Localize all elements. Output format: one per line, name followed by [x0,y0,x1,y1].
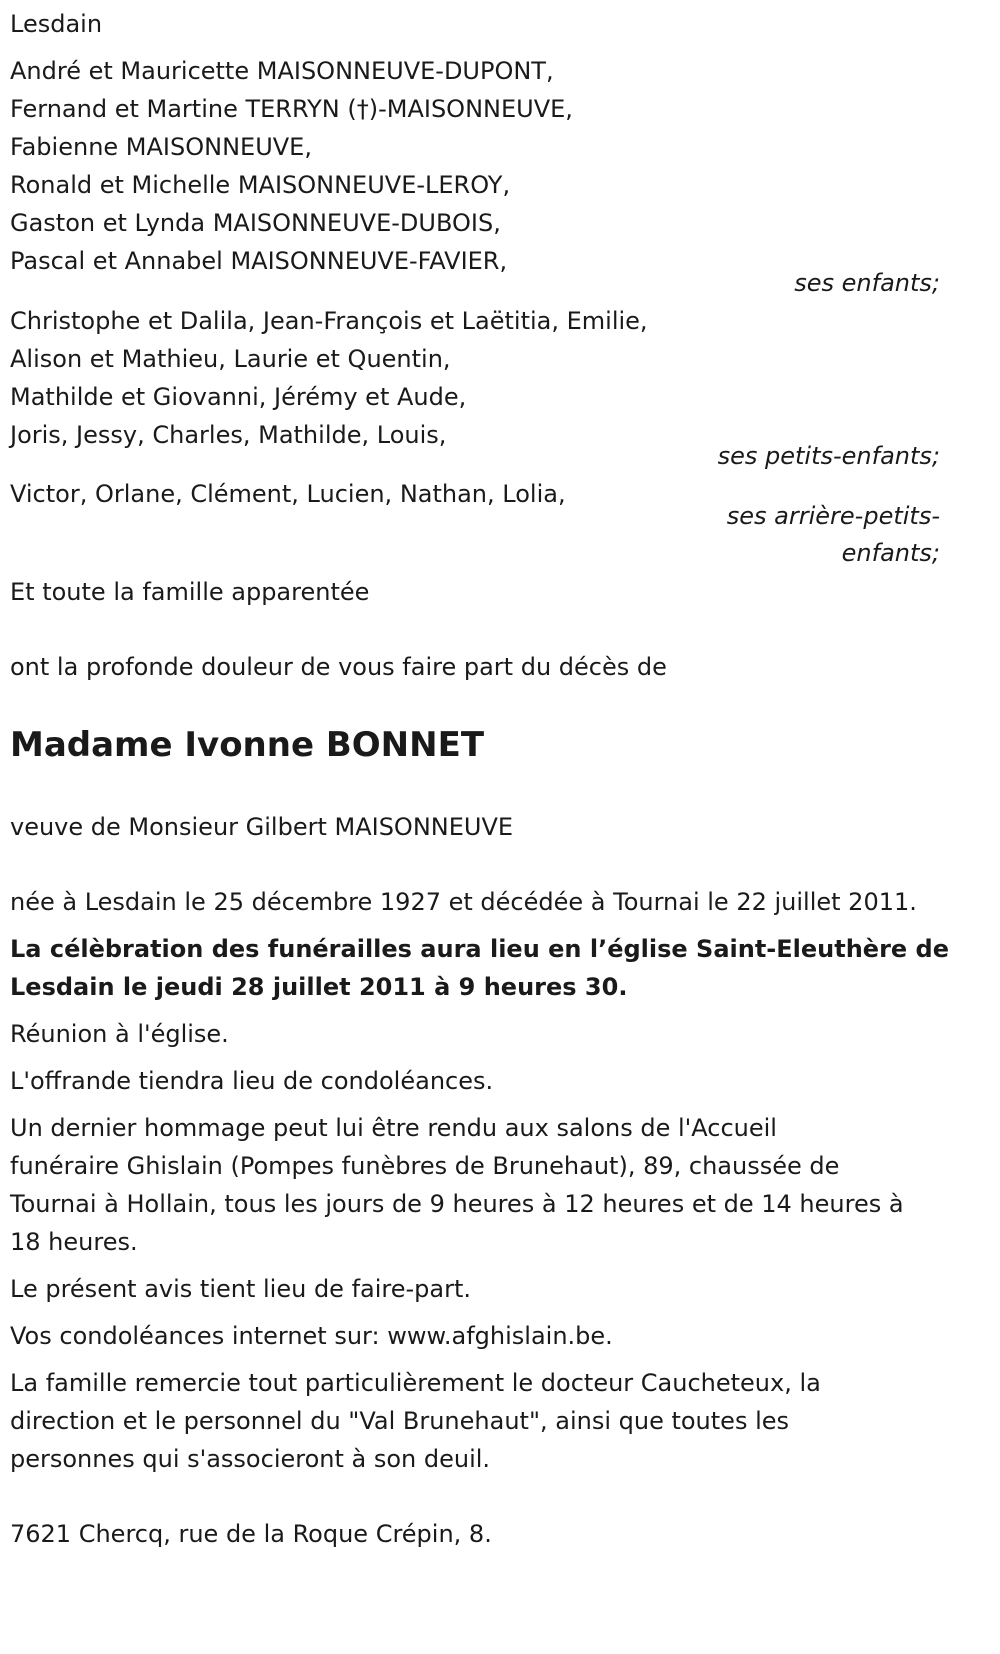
announcement: ont la profonde douleur de vous faire part du décès de [10,653,667,681]
grandchildren-line: Joris, Jessy, Charles, Mathilde, Louis, [10,421,447,449]
children-line: Gaston et Lynda MAISONNEUVE-DUBOIS, [10,209,501,237]
condolences: Vos condoléances internet sur: www.afghislain.be. [10,1322,613,1350]
children-line: Pascal et Annabel MAISONNEUVE-FAVIER, [10,247,508,275]
children-line: Fabienne MAISONNEUVE, [10,133,312,161]
deceased-name: Madame Ivonne BONNET [10,725,485,765]
tribute-line: funéraire Ghislain (Pompes funèbres de Brunehaut), 89, chaussée de [10,1152,840,1180]
thanks-line: La famille remercie tout particulièrement le docteur Caucheteux, la [10,1369,821,1397]
birth-death: née à Lesdain le 25 décembre 1927 et décédée à Tournai le 22 juillet 2011. [10,888,917,916]
tribute-line: Un dernier hommage peut lui être rendu aux salons de l'Accueil [10,1114,777,1142]
tribute-line: Tournai à Hollain, tous les jours de 9 heures à 12 heures et de 14 heures à [10,1190,904,1218]
children-label: ses enfants; [794,269,940,297]
grandchildren-line: Christophe et Dalila, Jean-François et Laëtitia, Emilie, [10,307,648,335]
obituary-notice [10,0,950,1654]
family-line: Et toute la famille apparentée [10,578,370,606]
ceremony-line: La célèbration des funérailles aura lieu en l’église Saint-Eleuthère de [10,935,950,963]
children-line: Fernand et Martine TERRYN (†)-MAISONNEUVE, [10,95,573,123]
grandchildren-line: Alison et Mathieu, Laurie et Quentin, [10,345,451,373]
offering: L'offrande tiendra lieu de condoléances. [10,1067,494,1095]
children-line: André et Mauricette MAISONNEUVE-DUPONT, [10,57,554,85]
tribute-line: 18 heures. [10,1228,138,1256]
grandchildren-line: Mathilde et Giovanni, Jérémy et Aude, [10,383,467,411]
great-grandchildren-line: Victor, Orlane, Clément, Lucien, Nathan, Lolia, [10,480,566,508]
great-grandchildren-label: enfants; [841,539,940,567]
children-line: Ronald et Michelle MAISONNEUVE-LEROY, [10,171,511,199]
grandchildren-label: ses petits-enfants; [717,442,940,470]
meeting: Réunion à l'église. [10,1020,229,1048]
notice: Le présent avis tient lieu de faire-part. [10,1275,472,1303]
thanks-line: direction et le personnel du "Val Brunehaut", ainsi que toutes les [10,1407,790,1435]
address: 7621 Chercq, rue de la Roque Crépin, 8. [10,1520,492,1548]
ceremony-line: Lesdain le jeudi 28 juillet 2011 à 9 heures 30. [10,973,628,1001]
thanks-line: personnes qui s'associeront à son deuil. [10,1445,491,1473]
great-grandchildren-label: ses arrière-petits- [726,502,940,530]
location: Lesdain [10,10,103,38]
widow-of: veuve de Monsieur Gilbert MAISONNEUVE [10,813,514,841]
